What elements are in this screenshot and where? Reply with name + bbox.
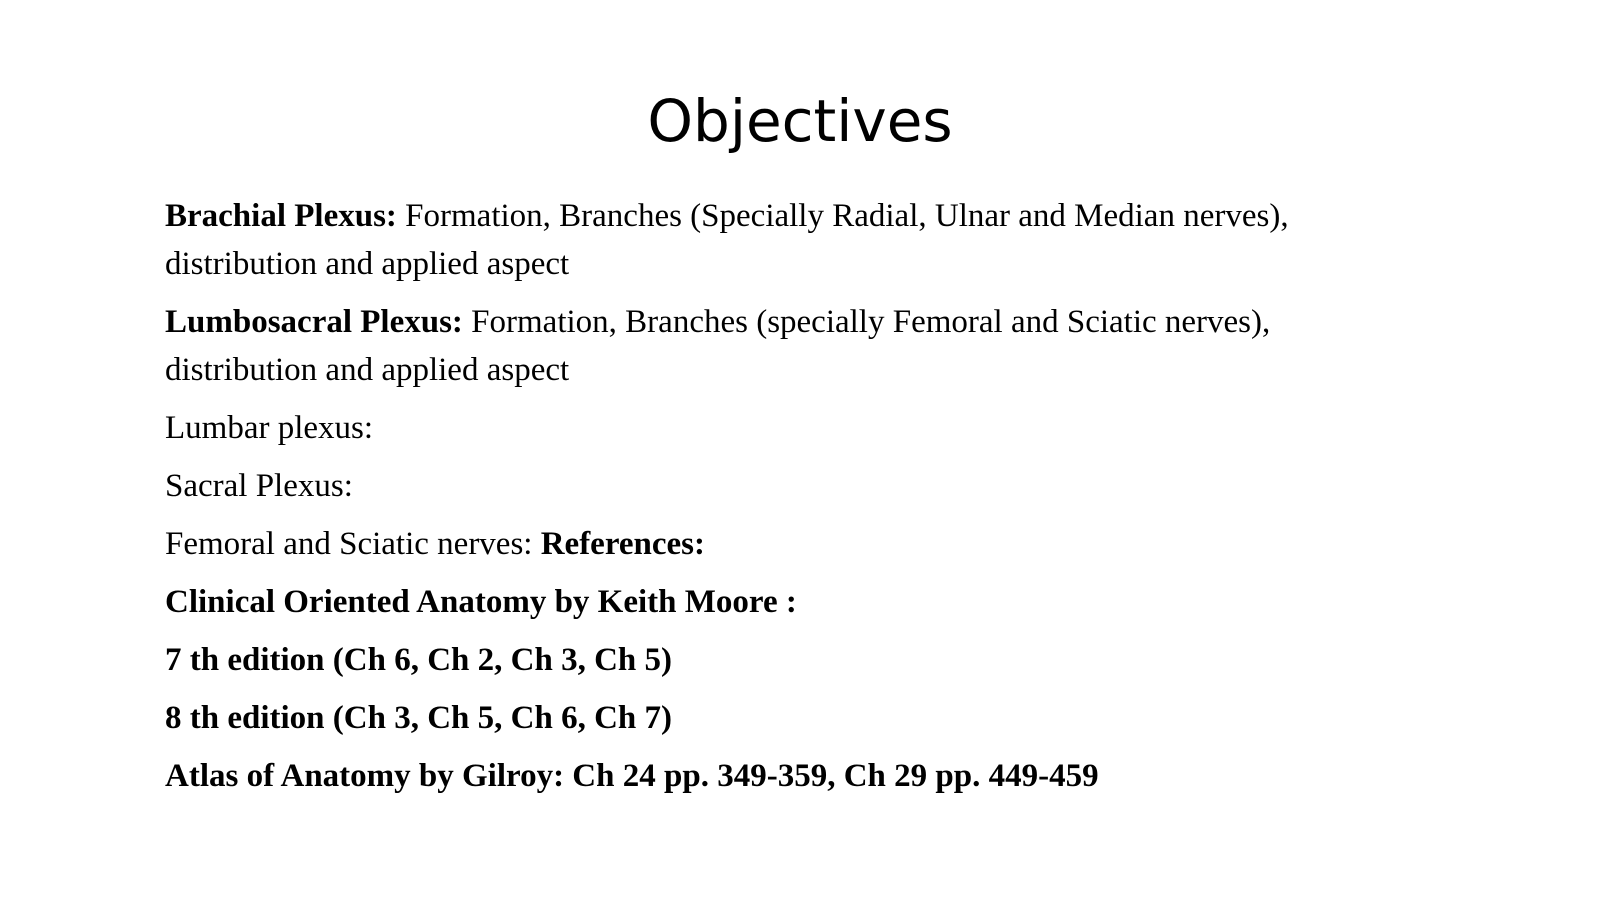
- lumbosacral-plexus-heading: Lumbosacral Plexus:: [165, 304, 463, 340]
- references-label: References:: [540, 526, 706, 562]
- lumbar-plexus-line: Lumbar plexus:: [165, 410, 374, 446]
- sacral-plexus-line: Sacral Plexus:: [165, 468, 353, 504]
- femoral-sciatic-text: Femoral and Sciatic nerves:: [165, 526, 541, 562]
- slide-title: Objectives: [647, 87, 953, 155]
- brachial-plexus-heading: Brachial Plexus:: [165, 198, 397, 234]
- reference-7th-edition: 7 th edition (Ch 6, Ch 2, Ch 3, Ch 5): [165, 642, 672, 678]
- lumbosacral-plexus-text: Formation, Branches (specially Femoral and Sciatic nerves), distribution and applied aspect: [165, 304, 1271, 388]
- reference-gilroy: Atlas of Anatomy by Gilroy: Ch 24 pp. 349-359, Ch 29 pp. 449-459: [165, 758, 1099, 794]
- brachial-plexus-objective: [165, 192, 1305, 288]
- slide-body: [165, 192, 1305, 810]
- brachial-plexus-text: Formation, Branches (Specially Radial, Ulnar and Median nerves), distribution and applied aspect: [165, 198, 1289, 282]
- lumbosacral-plexus-objective: [165, 298, 1305, 394]
- reference-8th-edition: 8 th edition (Ch 3, Ch 5, Ch 6, Ch 7): [165, 700, 672, 736]
- femoral-sciatic-line: [165, 520, 1305, 568]
- reference-moore: Clinical Oriented Anatomy by Keith Moore :: [165, 584, 797, 620]
